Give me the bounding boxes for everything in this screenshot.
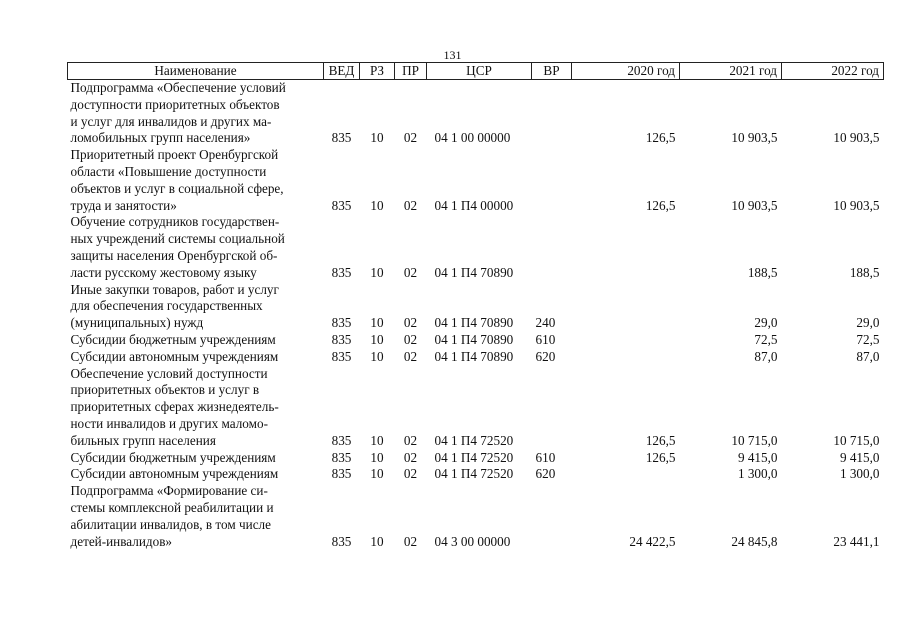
row-vr: 610 <box>535 449 556 465</box>
row-name-line: Субсидии автономным учреждениям <box>70 348 279 364</box>
row-2021: 87,0 <box>754 348 778 364</box>
table-row <box>68 483 884 550</box>
row-pr: 02 <box>403 348 418 364</box>
row-vr <box>532 366 572 450</box>
header-rz: РЗ <box>360 63 395 80</box>
row-vr <box>532 147 572 214</box>
header-csr: ЦСР <box>427 63 532 80</box>
row-csr: 04 1 П4 70890 <box>434 264 514 280</box>
row-csr: 04 1 П4 00000 <box>434 197 514 213</box>
row-ved: 835 <box>331 197 352 213</box>
row-name-line: ности инвалидов и других маломо- <box>70 415 268 431</box>
table-row <box>68 349 884 366</box>
row-2021: 1 300,0 <box>737 466 778 482</box>
row-rz: 10 <box>370 264 384 280</box>
row-2022: 9 415,0 <box>839 449 880 465</box>
row-rz: 10 <box>370 449 384 465</box>
row-name <box>68 282 324 332</box>
row-2020: 126,5 <box>645 130 676 146</box>
row-2022: 23 441,1 <box>833 533 880 549</box>
row-vr: 620 <box>535 466 556 482</box>
row-2020 <box>572 349 680 366</box>
row-2022: 1 300,0 <box>839 466 880 482</box>
row-pr: 02 <box>403 130 418 146</box>
table-row <box>68 282 884 332</box>
row-ved: 835 <box>331 432 352 448</box>
table-header <box>68 63 884 80</box>
row-rz: 10 <box>370 315 384 331</box>
row-csr: 04 1 П4 72520 <box>434 432 514 448</box>
row-name-line: приоритетных сферах жизнедеятель- <box>70 399 279 415</box>
row-name <box>68 214 324 281</box>
row-ved: 835 <box>331 264 352 280</box>
row-vr: 610 <box>535 331 556 347</box>
row-vr <box>532 483 572 550</box>
row-name-line: приоритетных объектов и услуг в <box>70 382 260 398</box>
header-pr: ПР <box>395 63 427 80</box>
row-name-line: и услуг для инвалидов и других ма- <box>70 113 272 129</box>
row-name-line: Приоритетный проект Оренбургской <box>70 147 279 163</box>
row-name-line: ных учреждений системы социальной <box>70 231 285 247</box>
row-rz: 10 <box>370 130 384 146</box>
row-2022: 10 715,0 <box>833 432 880 448</box>
row-2021: 9 415,0 <box>737 449 778 465</box>
row-ved: 835 <box>331 315 352 331</box>
header-2020: 2020 год <box>572 63 680 80</box>
table-body <box>68 80 884 551</box>
row-csr: 04 1 П4 70890 <box>434 331 514 347</box>
row-name-line: доступности приоритетных объектов <box>70 96 280 112</box>
row-vr: 240 <box>535 315 556 331</box>
row-pr: 02 <box>403 331 418 347</box>
row-2021: 24 845,8 <box>731 533 778 549</box>
row-ved: 835 <box>331 466 352 482</box>
row-name-line: ломобильных групп населения» <box>70 130 251 146</box>
row-pr: 02 <box>403 432 418 448</box>
row-pr: 02 <box>403 264 418 280</box>
row-rz: 10 <box>370 432 384 448</box>
row-name <box>68 80 324 148</box>
row-name-line: детей-инвалидов» <box>70 533 173 549</box>
table-row <box>68 366 884 450</box>
row-name <box>68 366 324 450</box>
row-2021: 29,0 <box>754 315 778 331</box>
row-name-line: абилитации инвалидов, в том числе <box>70 516 271 532</box>
row-name <box>68 466 324 483</box>
row-csr: 04 1 П4 70890 <box>434 348 514 364</box>
row-name-line: труда и занятости» <box>70 197 177 213</box>
row-rz: 10 <box>370 533 384 549</box>
row-name-line: области «Повышение доступности <box>70 163 267 179</box>
row-name-line: (муниципальных) нужд <box>70 315 204 331</box>
row-rz: 10 <box>370 348 384 364</box>
header-2022: 2022 год <box>782 63 884 80</box>
row-pr: 02 <box>403 315 418 331</box>
table-row <box>68 147 884 214</box>
table-row <box>68 332 884 349</box>
row-2022: 188,5 <box>849 264 880 280</box>
table-row <box>68 450 884 467</box>
row-2020 <box>572 466 680 483</box>
row-2022: 87,0 <box>856 348 880 364</box>
row-ved: 835 <box>331 533 352 549</box>
row-name-line: Подпрограмма «Формирование си- <box>70 483 268 499</box>
row-vr <box>532 214 572 281</box>
row-name-line: Субсидии бюджетным учреждениям <box>70 449 276 465</box>
table-row <box>68 80 884 148</box>
row-vr <box>532 80 572 148</box>
row-name <box>68 450 324 467</box>
row-name-line: бильных групп населения <box>70 432 216 448</box>
row-2020: 126,5 <box>645 432 676 448</box>
row-rz: 10 <box>370 197 384 213</box>
row-name <box>68 147 324 214</box>
header-name: Наименование <box>68 63 324 80</box>
row-name-line: объектов и услуг в социальной сфере, <box>70 180 284 196</box>
row-ved: 835 <box>331 130 352 146</box>
row-csr: 04 1 П4 70890 <box>434 315 514 331</box>
row-2021: 10 715,0 <box>731 432 778 448</box>
row-ved: 835 <box>331 449 352 465</box>
row-pr: 02 <box>403 533 418 549</box>
row-csr: 04 1 00 00000 <box>434 130 511 146</box>
row-2020: 24 422,5 <box>629 533 676 549</box>
row-pr: 02 <box>403 197 418 213</box>
row-csr: 04 3 00 00000 <box>434 533 511 549</box>
row-2021: 10 903,5 <box>731 130 778 146</box>
row-pr: 02 <box>403 466 418 482</box>
row-2021: 188,5 <box>747 264 778 280</box>
row-name-line: Субсидии бюджетным учреждениям <box>70 331 276 347</box>
row-csr: 04 1 П4 72520 <box>434 449 514 465</box>
row-name-line: Обучение сотрудников государствен- <box>70 214 280 230</box>
row-2022: 10 903,5 <box>833 130 880 146</box>
row-2021: 10 903,5 <box>731 197 778 213</box>
row-csr: 04 1 П4 72520 <box>434 466 514 482</box>
header-vr: ВР <box>532 63 572 80</box>
row-name-line: ласти русскому жестовому языку <box>70 264 257 280</box>
table-row <box>68 466 884 483</box>
table-row <box>68 214 884 281</box>
row-name-line: для обеспечения государственных <box>70 298 263 314</box>
header-2021: 2021 год <box>680 63 782 80</box>
row-name <box>68 332 324 349</box>
row-name <box>68 349 324 366</box>
row-name-line: Субсидии автономным учреждениям <box>70 466 279 482</box>
row-name-line: Подпрограмма «Обеспечение условий <box>70 80 286 95</box>
row-2020 <box>572 214 680 281</box>
row-name-line: Иные закупки товаров, работ и услуг <box>70 281 279 297</box>
row-name-line: защиты населения Оренбургской об- <box>70 247 278 263</box>
page-number: 131 <box>443 48 462 62</box>
row-rz: 10 <box>370 466 384 482</box>
row-name-line: Обеспечение условий доступности <box>70 365 268 381</box>
row-pr: 02 <box>403 449 418 465</box>
row-2020: 126,5 <box>645 197 676 213</box>
row-ved: 835 <box>331 331 352 347</box>
row-2022: 72,5 <box>856 331 880 347</box>
row-vr: 620 <box>535 348 556 364</box>
budget-table <box>67 62 884 550</box>
row-2022: 10 903,5 <box>833 197 880 213</box>
row-2021: 72,5 <box>754 331 778 347</box>
row-name-line: стемы комплексной реабилитации и <box>70 499 274 515</box>
row-name <box>68 483 324 550</box>
row-ved: 835 <box>331 348 352 364</box>
header-ved: ВЕД <box>324 63 360 80</box>
row-2022: 29,0 <box>856 315 880 331</box>
row-2020 <box>572 332 680 349</box>
row-rz: 10 <box>370 331 384 347</box>
row-2020 <box>572 282 680 332</box>
row-2020: 126,5 <box>645 449 676 465</box>
